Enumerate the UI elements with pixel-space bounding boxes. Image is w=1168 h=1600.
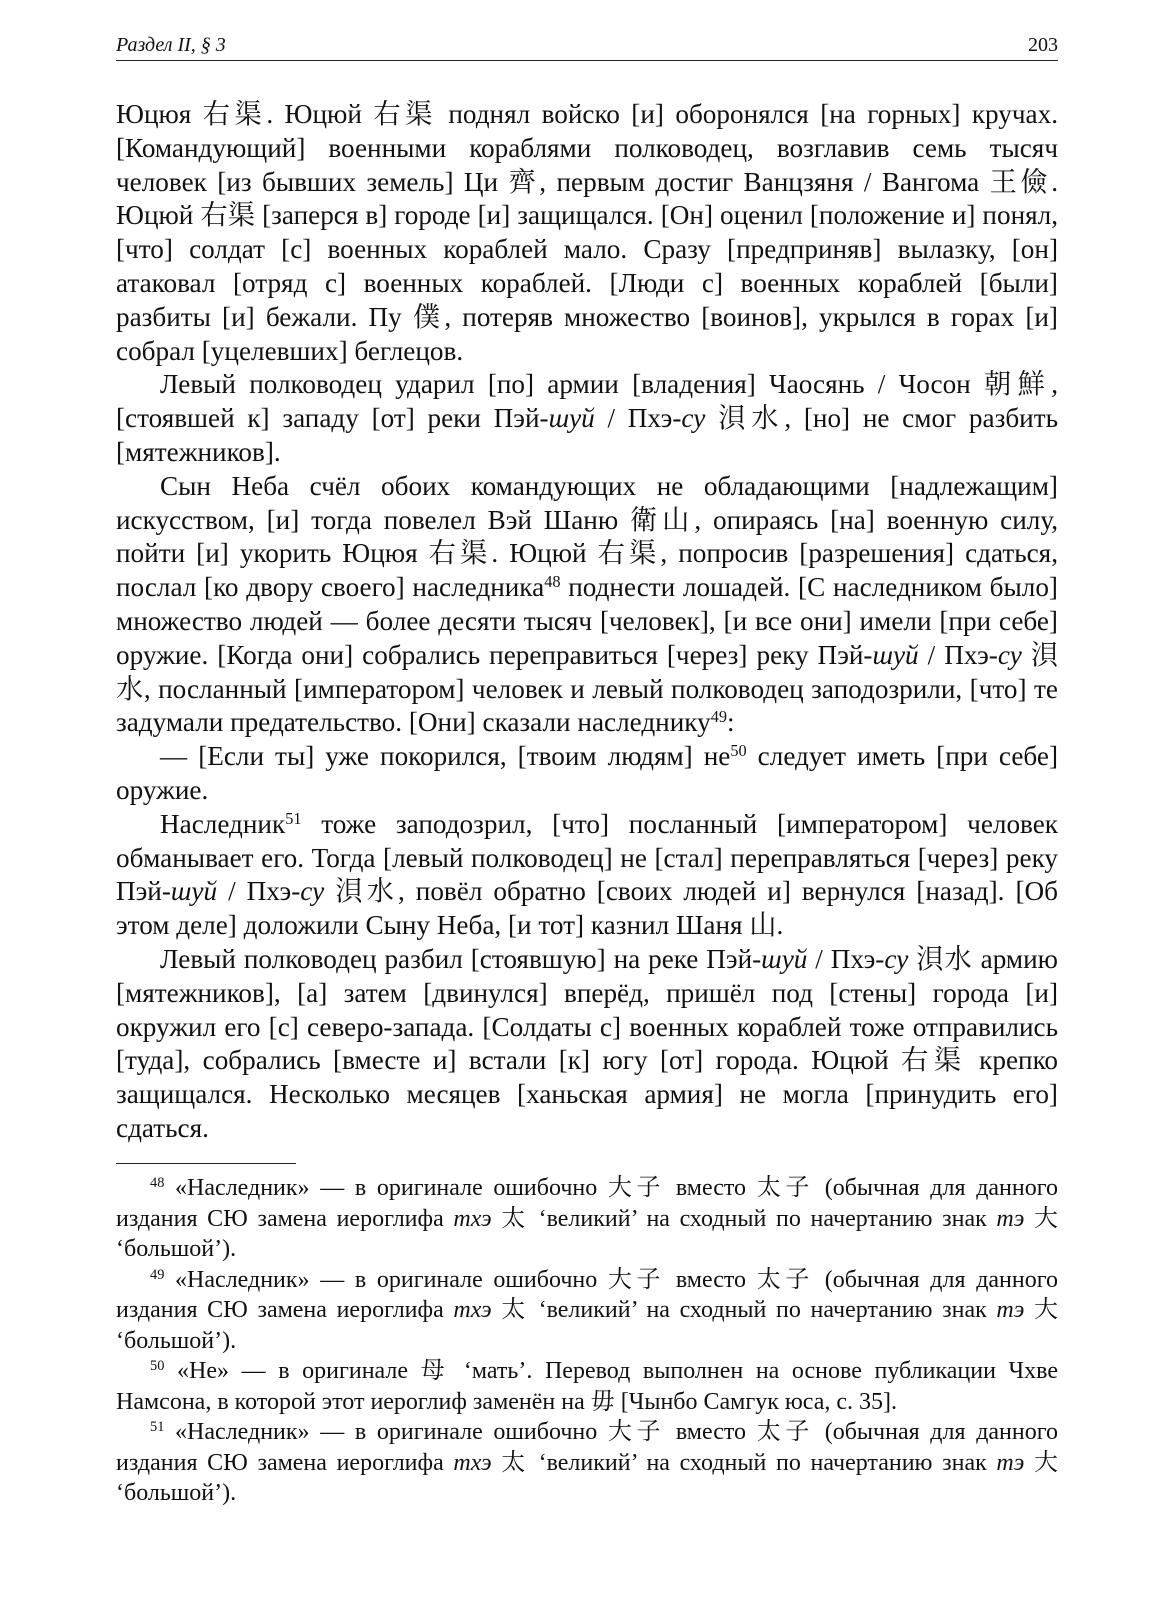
footnote-ref: 49 [710,707,728,727]
text-run: 太 ‘великий’ на сходный по начертанию знак [491,1297,997,1323]
footnote-ref: 48 [544,572,561,592]
footnote-divider [116,1163,296,1164]
footnote [116,1173,1058,1265]
footnote [116,1356,1058,1417]
section-title: Раздел II, § 3 [116,34,226,56]
footnotes [116,1173,1058,1509]
italic-text: тэ [996,1297,1025,1323]
footnote-ref: 51 [285,808,302,828]
italic-text: шуй [548,403,595,434]
text-run: 浿水, [но] не смог разбить [мятежников]. [116,403,1058,467]
text-run: Наследник [160,808,286,839]
footnote-ref: 50 [730,741,747,761]
italic-text: тхэ [453,1449,492,1476]
text-run: Юцюя 右渠. Юцюй 右渠 поднял войско [и] оборонялся [на горных] кручах. [Командующий] военными кораблями полководец, возглавив семь тысяч человек [из бывших земель] Ци 齊, первым достиг Ванцзяня / Вангома 王儉. Юцюй 右渠 [заперся в] городе [и] защищался. [Он] оценил [положение и] понял, [что] солдат [с] военных кораблей мало. Сразу [предприняв] вылазку, [он] атаковал [отряд с] военных кораблей. [Люди с] военных кораблей [были] разбиты [и] бежали. Пу 僕, потеряв множество [воинов], укрылся в горах [и] собрал [уцелевших] беглецов. [116,99,1058,366]
italic-text: су [300,876,325,907]
text-run: 太 ‘великий’ на сходный по начертанию знак [491,1449,997,1476]
text-run: / Пхэ- [594,403,682,434]
text-run: Сын Неба счёл обоих командующих не обладающими [надлежащим] искусством, [и] тогда повелел Вэй Шаню 衛山, опираясь [на] военную силу, пойти [и] укорить Юцюя 右渠. Юцюй 右渠, попросив [разрешения] сдаться, послал [ко двору своего] наследника [116,470,1058,603]
text-run: Левый полководец разбил [стоявшую] на реке Пэй- [160,943,762,974]
text-run: Левый полководец ударил [по] армии [владения] Чаосянь / Чосон 朝鮮, [стоявшей к] западу [от] реки Пэй- [116,369,1058,434]
footnote-ref: 51 [150,1419,165,1436]
text-run: поднести лошадей. [С наследником было] множество людей — более десяти тысяч [человек], [и все они] имели [при себе] оружие. [Когда они] собрались переправиться [через] реку Пэй- [116,572,1058,670]
paragraph [116,470,1058,740]
text-run: «Наследник» — в оригинале ошибочно 大子 вместо 太子 (обычная для данного издания СЮ замена иероглифа [116,1419,1058,1476]
footnote-ref: 49 [150,1266,165,1283]
main-text [116,98,1058,1146]
paragraph [116,368,1058,469]
text-run: 浿水, посланный [императором] человек и левый полководец заподозрили, [что] те задумали предательство. [Они] сказали наследнику [116,639,1058,738]
text-run: 太 ‘великий’ на сходный по начертанию знак [491,1205,997,1232]
italic-text: тэ [996,1449,1025,1476]
paragraph [116,808,1058,943]
paragraph [116,740,1058,808]
footnote-ref: 50 [150,1358,165,1375]
page-number: 203 [1028,34,1058,56]
footnote [116,1417,1058,1509]
text-run: 浿水 армию [мятежников], [а] затем [двинулся] вперёд, пришёл под [стены] города [и] окружил его [с] северо-запада. [Солдаты с] военных кораблей тоже отправились [туда], собрались [вместе и] встали [к] югу [от] города. Юцюй 右渠 крепко защищался. Несколько месяцев [ханьская армия] не могла [принудить его] сдаться. [116,943,1058,1143]
text-run: «Наследник» — в оригинале ошибочно 大子 вместо 太子 (обычная для данного издания СЮ замена иероглифа [116,1175,1058,1232]
italic-text: шуй [761,943,808,974]
italic-text: су [997,639,1022,670]
book-page [116,0,1058,1600]
text-run: 大 ‘большой’). [116,1449,1058,1506]
italic-text: шуй [170,876,218,907]
text-run: «Не» — в оригинале 母 ‘мать’. Перевод выполнен на основе публикации Чхве Намсона, в которой этот иероглиф заменён на 毋 [Чынбо Самгук юса, с. 35]. [116,1358,1058,1415]
text-run: тоже заподозрил, [что] посланный [императором] человек обманывает его. Тогда [левый полководец] не [стал] переправляться [через] реку Пэй- [116,808,1058,907]
running-head [116,30,1058,61]
footnote-ref: 48 [150,1175,165,1192]
italic-text: тхэ [453,1205,492,1232]
text-run: 浿水, повёл обратно [своих людей и] вернулся [назад]. [Об этом деле] доложили Сыну Неба, [и тот] казнил Шаня 山. [116,876,1058,941]
italic-text: су [884,943,909,974]
italic-text: тхэ [453,1297,492,1323]
text-run: — [Если ты] уже покорился, [твоим людям] не [160,741,731,772]
italic-text: тэ [996,1205,1025,1232]
text-run: следует иметь [при себе] оружие. [116,741,1058,805]
text-run: / Пхэ- [217,876,301,907]
footnote [116,1265,1058,1357]
text-run: / Пхэ- [807,943,885,974]
italic-text: су [681,403,706,434]
paragraph [116,98,1058,368]
text-run: : [727,707,735,738]
text-run: / Пхэ- [918,639,998,670]
text-run: «Наследник» — в оригинале ошибочно 大子 вместо 太子 (обычная для данного издания СЮ замена иероглифа [116,1266,1058,1323]
text-run: 大 ‘большой’). [116,1297,1058,1354]
text-run: 大 ‘большой’). [116,1205,1058,1262]
italic-text: шуй [872,639,919,670]
paragraph [116,943,1058,1146]
